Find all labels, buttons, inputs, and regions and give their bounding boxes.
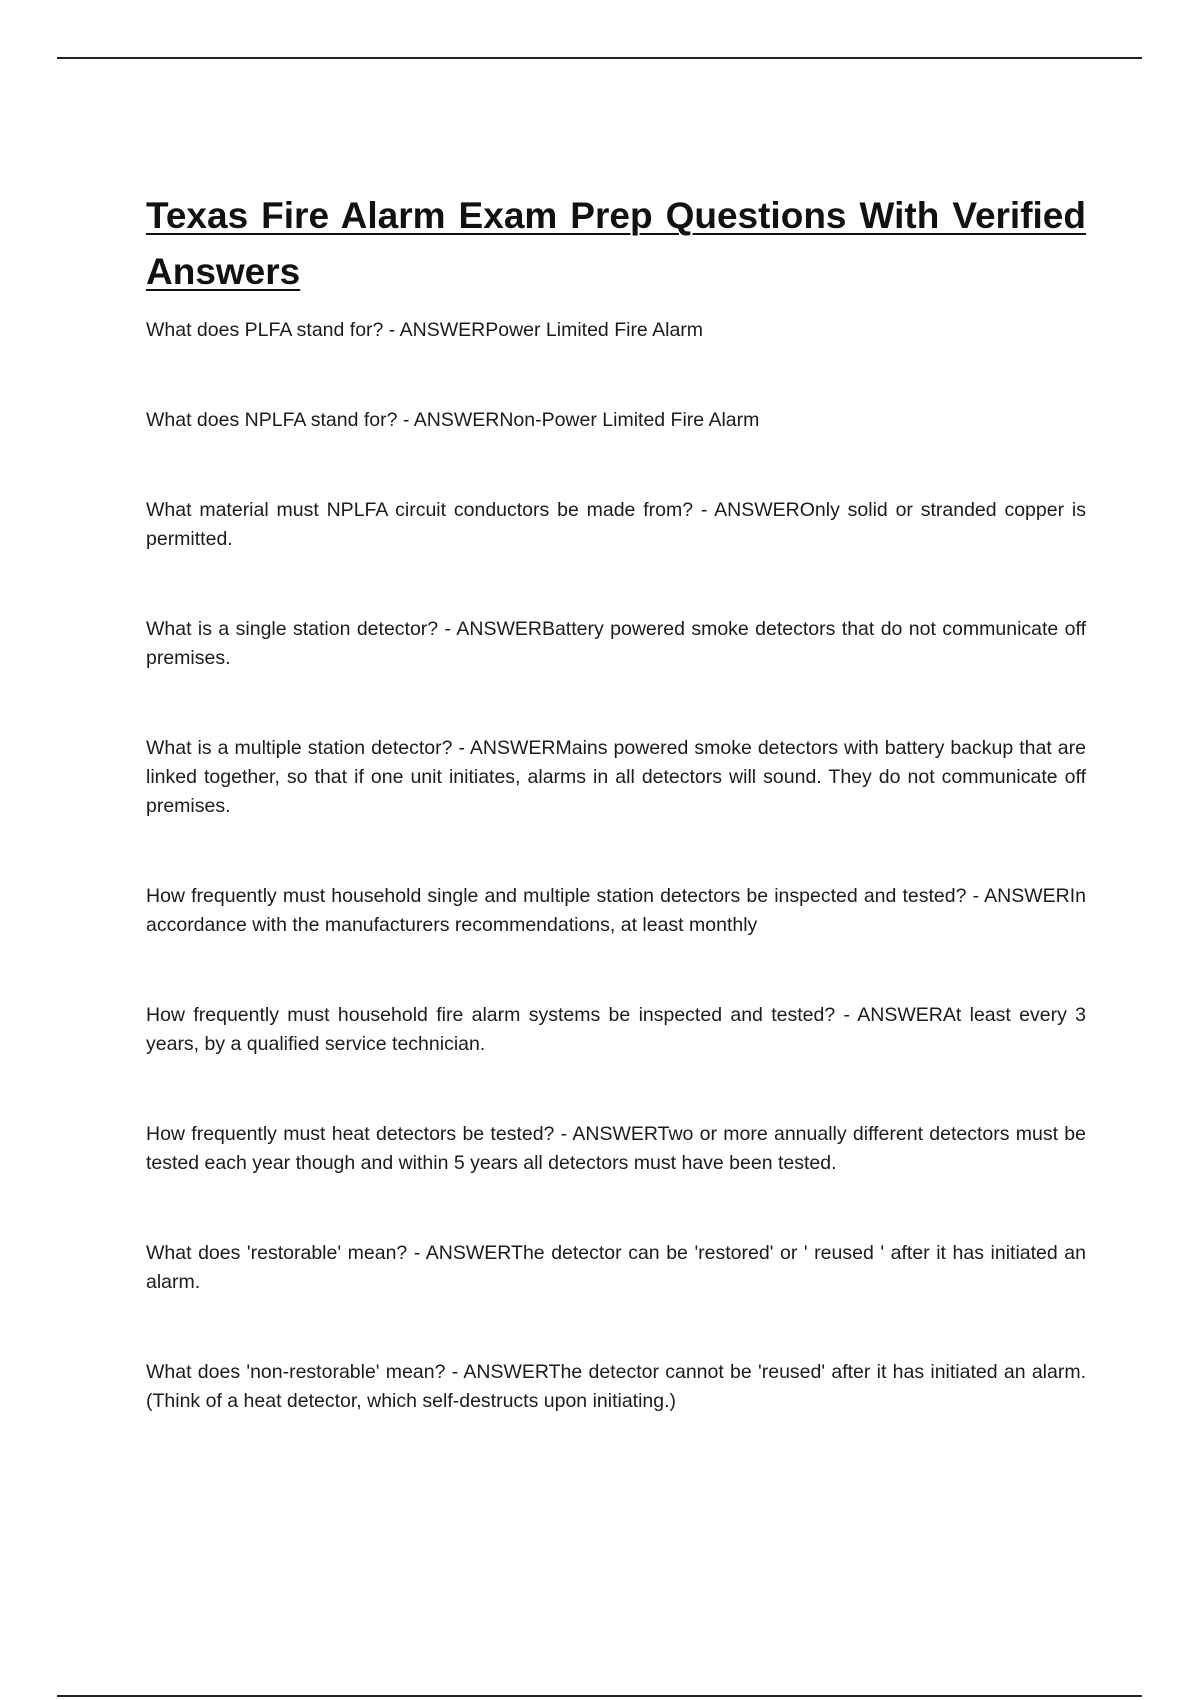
qa-item: How frequently must household single and multiple station detectors be inspected and tested? - ANSWERIn accordance with the manufacturers recommendations, at least monthly <box>146 885 1086 936</box>
document-body <box>146 188 1086 1477</box>
footer-rule <box>57 1695 1142 1697</box>
qa-item: What material must NPLFA circuit conductors be made from? - ANSWEROnly solid or stranded copper is permitted. <box>146 499 1086 550</box>
qa-item: How frequently must household fire alarm systems be inspected and tested? - ANSWERAt least every 3 years, by a qualified service technician. <box>146 1004 1086 1055</box>
qa-item: What does PLFA stand for? - ANSWERPower Limited Fire Alarm <box>146 319 704 341</box>
qa-item: What does 'restorable' mean? - ANSWERThe detector can be 'restored' or ' reused ' after it has initiated an alarm. <box>146 1242 1086 1293</box>
qa-item: What is a multiple station detector? - ANSWERMains powered smoke detectors with battery backup that are linked together, so that if one unit initiates, alarms in all detectors will sound. They do not communicate off premises. <box>146 737 1086 817</box>
qa-item: What does 'non-restorable' mean? - ANSWERThe detector cannot be 'reused' after it has initiated an alarm. (Think of a heat detector, which self-destructs upon initiating.) <box>146 1361 1086 1412</box>
qa-item: What is a single station detector? - ANSWERBattery powered smoke detectors that do not communicate off premises. <box>146 618 1086 669</box>
document-title: Texas Fire Alarm Exam Prep Questions With Verified Answers <box>146 195 1086 292</box>
qa-item: What does NPLFA stand for? - ANSWERNon-Power Limited Fire Alarm <box>146 409 760 431</box>
qa-item: How frequently must heat detectors be tested? - ANSWERTwo or more annually different detectors must be tested each year though and within 5 years all detectors must have been tested. <box>146 1123 1086 1174</box>
qa-list <box>146 316 1086 1416</box>
header-rule <box>57 57 1142 59</box>
